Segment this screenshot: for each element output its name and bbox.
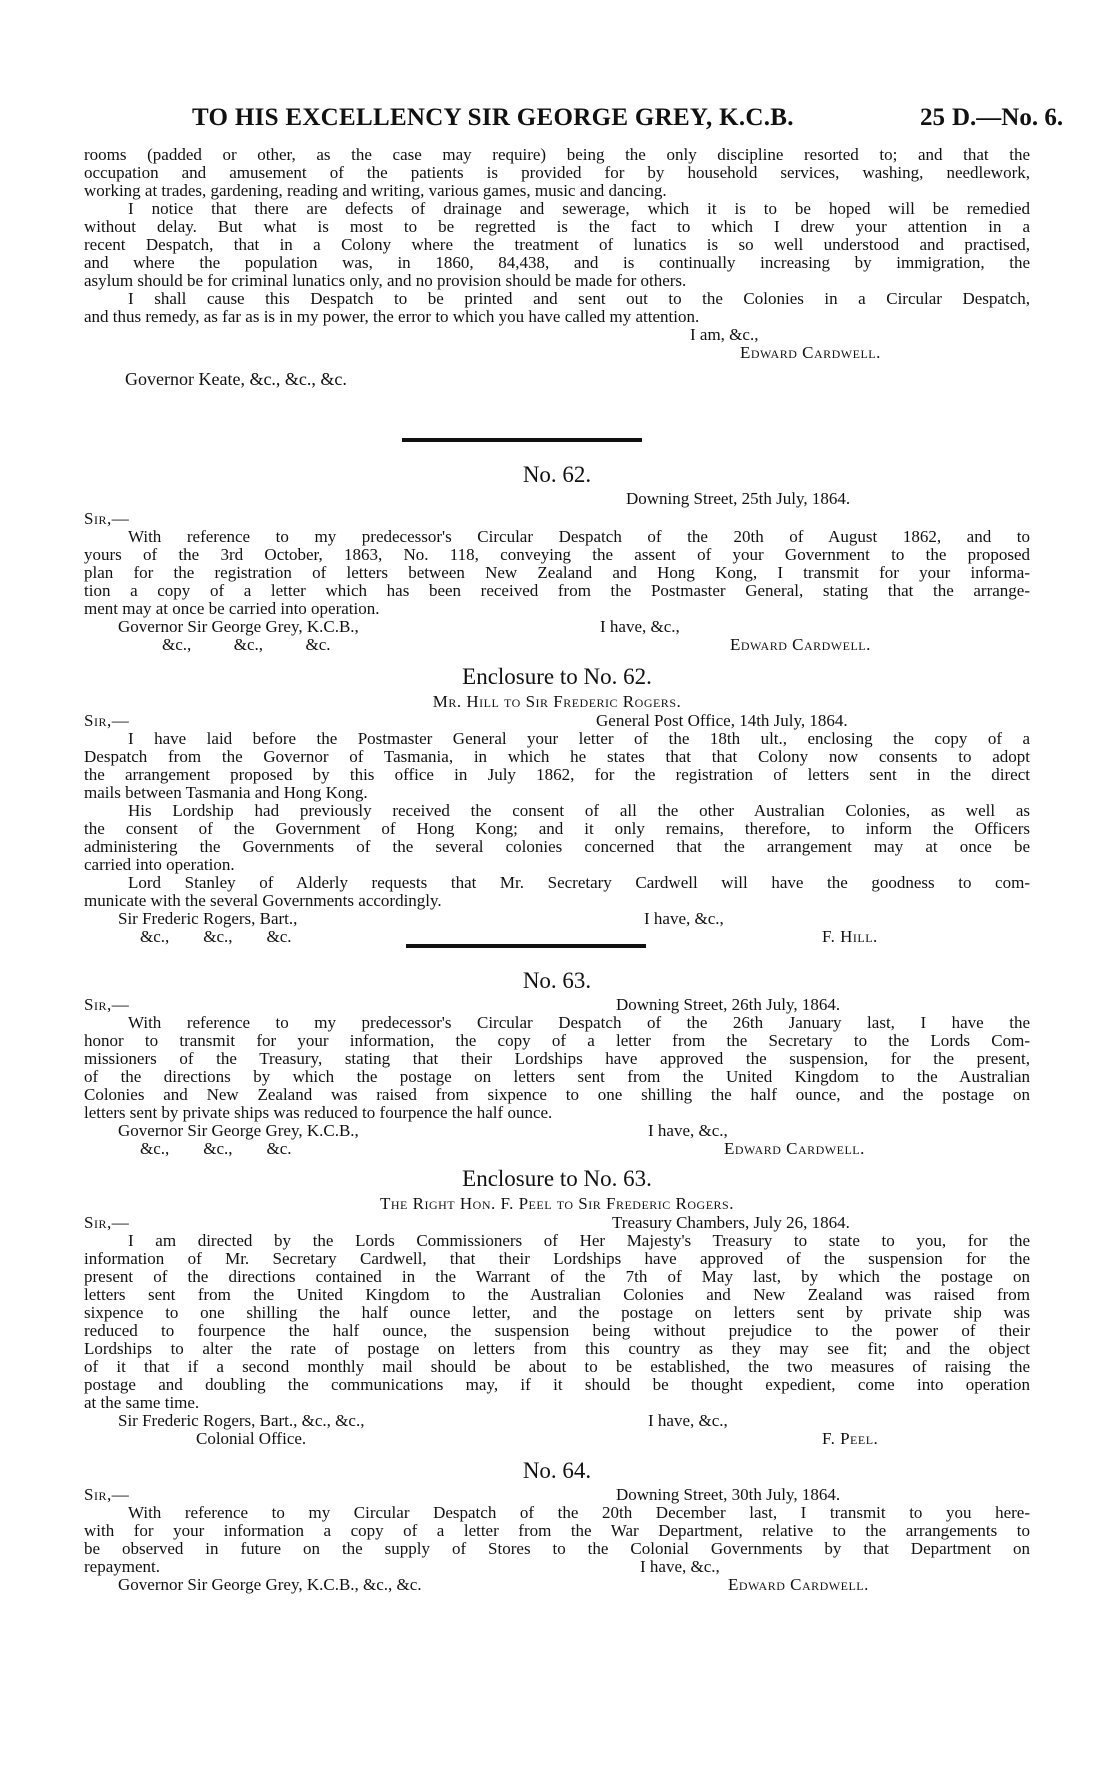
text-line: without delay. But what is most to be regretted is the fact to which I drew your attention in a [84, 217, 1030, 236]
text-line: Colonies and New Zealand was raised from sixpence to one shilling the half ounce, and the postage on [84, 1085, 1030, 1104]
text-line: plan for the registration of letters between New Zealand and Hong Kong, I transmit for your informa- [84, 563, 1030, 582]
closing: I have, &c., [644, 909, 724, 928]
text-line: municate with the several Governments accordingly. [84, 891, 442, 910]
place-date: Downing Street, 25th July, 1864. [626, 489, 851, 508]
text-line: letters sent from the United Kingdom to the Australian Colonies and New Zealand was raised from [84, 1285, 1030, 1304]
place-date: Treasury Chambers, July 26, 1864. [612, 1213, 850, 1232]
closing: I have, &c., [648, 1121, 728, 1140]
text-line: occupation and amusement of the patients is provided for by household services, washing, needlework, [84, 163, 1030, 182]
running-header [0, 104, 1114, 138]
addressee-etc: &c., &c., &c. [162, 635, 331, 654]
text-line: letters sent by private ships was reduced to fourpence the half ounce. [84, 1103, 553, 1122]
place-date: Downing Street, 30th July, 1864. [616, 1485, 841, 1504]
text-line: ment may at once be carried into operation. [84, 599, 380, 618]
enclosure-heading: Enclosure to No. 62. [462, 664, 652, 689]
enclosure-heading: Enclosure to No. 63. [462, 1166, 652, 1191]
text-line: the arrangement proposed by this office in July 1862, for the registration of letters sent in the direct [84, 765, 1030, 784]
text-line: carried into operation. [84, 855, 235, 874]
text-line: I shall cause this Despatch to be printed and sent out to the Colonies in a Circular Despatch, [128, 289, 1030, 308]
text-line: I notice that there are defects of drainage and sewerage, which it is to be hoped will be remedied [128, 199, 1030, 218]
addressee-etc: &c., &c., &c. [140, 1139, 292, 1158]
addressee: Governor Sir George Grey, K.C.B., [118, 1121, 359, 1140]
text-line: recent Despatch, that in a Colony where the treatment of lunatics is so well understood and practised, [84, 235, 1030, 254]
page-number: 25 [920, 104, 945, 131]
text-line: of the directions by which the postage on letters sent from the United Kingdom to the Australian [84, 1067, 1030, 1086]
salutation: Sir,— [84, 1485, 130, 1504]
addressee: Governor Sir George Grey, K.C.B., &c., &c. [118, 1575, 422, 1594]
salutation: Sir,— [84, 711, 130, 730]
text-line: His Lordship had previously received the consent of all the other Australian Colonies, as well as [128, 801, 1030, 820]
signature: F. Hill. [822, 927, 878, 946]
text-line: honor to transmit for your information, the copy of a letter from the Secretary to the Lords Com- [84, 1031, 1030, 1050]
text-line: asylum should be for criminal lunatics only, and no provision should be made for others. [84, 271, 687, 290]
text-line: reduced to fourpence the half ounce, the suspension being without prejudice to the power of their [84, 1321, 1030, 1340]
text-line: postage and doubling the communications may, if it should be thought expedient, come into operation [84, 1375, 1030, 1394]
addressee-etc: &c., &c., &c. [140, 927, 292, 946]
place-date: General Post Office, 14th July, 1864. [596, 711, 848, 730]
despatch-heading: No. 63. [522, 968, 592, 993]
salutation: Sir,— [84, 509, 130, 528]
text-line: and where the population was, in 1860, 84,438, and is continually increasing by immigration, the [84, 253, 1030, 272]
addressee-office: Colonial Office. [196, 1429, 307, 1448]
signature: Edward Cardwell. [724, 1139, 865, 1158]
despatch-heading: No. 64. [522, 1458, 592, 1483]
text-line: tion a copy of a letter which has been received from the Postmaster General, stating that the arrange- [84, 581, 1030, 600]
text-line: the consent of the Government of Hong Kong; and it only remains, therefore, to inform the Officers [84, 819, 1030, 838]
signature: Edward Cardwell. [740, 343, 881, 362]
signature: Edward Cardwell. [730, 635, 871, 654]
text-line: With reference to my Circular Despatch of the 20th December last, I transmit to you here- [128, 1503, 1030, 1522]
text-line: at the same time. [84, 1393, 200, 1412]
text-line: With reference to my predecessor's Circular Despatch of the 26th January last, I have the [128, 1013, 1030, 1032]
text-line: sixpence to one shilling the half ounce letter, and the postage on letters sent by private ship was [84, 1303, 1030, 1322]
closing: I am, &c., [690, 325, 759, 344]
text-line: Lord Stanley of Alderly requests that Mr. Secretary Cardwell will have the goodness to com- [128, 873, 1030, 892]
text-line: present of the directions contained in the Warrant of the 7th of May last, by which the postage on [84, 1267, 1030, 1286]
closing: I have, &c., [640, 1557, 720, 1576]
paper-reference: D.—No. 6. [952, 104, 1064, 131]
addressee: Sir Frederic Rogers, Bart., &c., &c., [118, 1411, 365, 1430]
text-line: of it that if a second monthly mail should be about to be established, the two measures of raising the [84, 1357, 1030, 1376]
place-date: Downing Street, 26th July, 1864. [616, 995, 841, 1014]
header-title: TO HIS EXCELLENCY SIR GEORGE GREY, K.C.B. [192, 104, 794, 131]
addressee: Governor Sir George Grey, K.C.B., [118, 617, 359, 636]
signature: Edward Cardwell. [728, 1575, 869, 1594]
from-to-line: Mr. Hill to Sir Frederic Rogers. [432, 692, 682, 711]
text-line: I am directed by the Lords Commissioners of Her Majesty's Treasury to state to you, for the [128, 1231, 1030, 1250]
signature: F. Peel. [822, 1429, 879, 1448]
salutation: Sir,— [84, 995, 130, 1014]
text-line: repayment. [84, 1557, 160, 1576]
text-line: missioners of the Treasury, stating that their Lordships have approved the suspension, for the present, [84, 1049, 1030, 1068]
closing: I have, &c., [600, 617, 680, 636]
text-line: working at trades, gardening, reading and writing, various games, music and dancing. [84, 181, 667, 200]
text-line: yours of the 3rd October, 1863, No. 118, conveying the assent of your Government to the proposed [84, 545, 1030, 564]
text-line: rooms (padded or other, as the case may require) being the only discipline resorted to; and that the [84, 145, 1030, 164]
text-line: administering the Governments of the several colonies concerned that the arrangement may at once be [84, 837, 1030, 856]
addressee: Sir Frederic Rogers, Bart., [118, 909, 298, 928]
text-line: with for your information a copy of a letter from the War Department, relative to the arrangements to [84, 1521, 1030, 1540]
section-divider [402, 438, 642, 442]
text-line: be observed in future on the supply of Stores to the Colonial Governments by that Department on [84, 1539, 1030, 1558]
closing: I have, &c., [648, 1411, 728, 1430]
text-line: With reference to my predecessor's Circular Despatch of the 20th of August 1862, and to [128, 527, 1030, 546]
text-line: Lordships to alter the rate of postage on letters from this country as they may see fit; and the object [84, 1339, 1030, 1358]
text-line: and thus remedy, as far as is in my power, the error to which you have called my attention. [84, 307, 700, 326]
text-line: I have laid before the Postmaster General your letter of the 18th ult., enclosing the copy of a [128, 729, 1030, 748]
from-to-line: The Right Hon. F. Peel to Sir Frederic Rogers. [380, 1194, 734, 1213]
salutation: Sir,— [84, 1213, 130, 1232]
text-line: information of Mr. Secretary Cardwell, that their Lordships have approved of the suspension for the [84, 1249, 1030, 1268]
text-line: mails between Tasmania and Hong Kong. [84, 783, 368, 802]
addressee: Governor Keate, &c., &c., &c. [125, 369, 347, 389]
text-line: Despatch from the Governor of Tasmania, in which he states that that Colony now consents to adopt [84, 747, 1030, 766]
section-divider [406, 944, 646, 948]
despatch-heading: No. 62. [522, 462, 592, 487]
